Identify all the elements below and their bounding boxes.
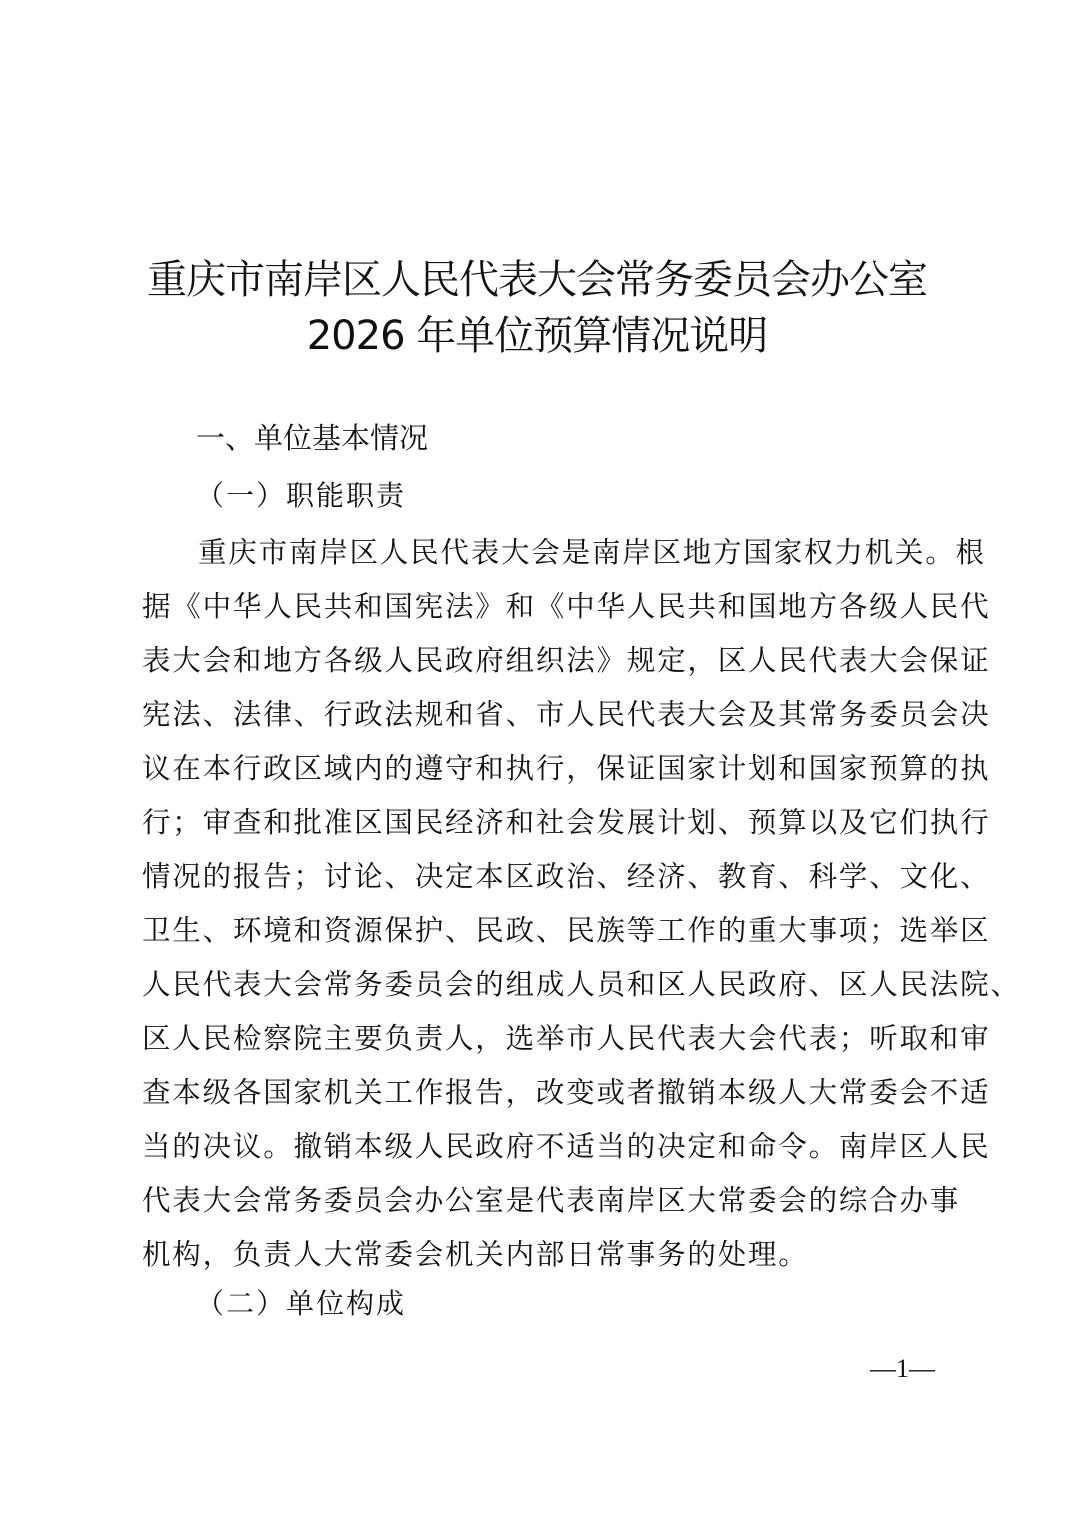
paragraph-line: 表大会和地方各级人民政府组织法》规定，区人民代表大会保证: [142, 644, 991, 677]
paragraph-line: 情况的报告；讨论、决定本区政治、经济、教育、科学、文化、: [142, 860, 991, 893]
paragraph-line: 行；审查和批准区国民经济和社会发展计划、预算以及它们执行: [142, 806, 991, 839]
paragraph-line: 区人民检察院主要负责人，选举市人民代表大会代表；听取和审: [142, 1022, 991, 1055]
paragraph-line: 人民代表大会常务委员会的组成人员和区人民政府、区人民法院、: [142, 968, 1021, 1001]
document-title-line-1: 重庆市南岸区人民代表大会常务委员会办公室: [147, 257, 927, 303]
paragraph-line: 查本级各国家机关工作报告，改变或者撤销本级人大常委会不适: [142, 1076, 991, 1109]
paragraph-line: 据《中华人民共和国宪法》和《中华人民共和国地方各级人民代: [142, 590, 991, 623]
paragraph-line: 议在本行政区域内的遵守和执行，保证国家计划和国家预算的执: [142, 752, 991, 785]
paragraph-line: 宪法、法律、行政法规和省、市人民代表大会及其常务委员会决: [142, 698, 991, 731]
subsection-heading-composition: （二）单位构成: [196, 1287, 407, 1320]
paragraph-line: 卫生、环境和资源保护、民政、民族等工作的重大事项；选举区: [142, 914, 991, 947]
paragraph-line: 当的决议。撤销本级人民政府不适当的决定和命令。南岸区人民: [142, 1130, 991, 1163]
paragraph-line: 重庆市南岸区人民代表大会是南岸区地方国家权力机关。根: [198, 536, 986, 569]
paragraph-line: 代表大会常务委员会办公室是代表南岸区大常委会的综合办事: [142, 1184, 961, 1217]
section-heading-basic-info: 一、单位基本情况: [196, 421, 429, 455]
paragraph-line: 机构，负责人大常委会机关内部日常事务的处理。: [142, 1238, 809, 1271]
page-number: —1—: [870, 1354, 935, 1383]
subsection-heading-functions: （一）职能职责: [196, 479, 407, 512]
document-title-line-2: 2026 年单位预算情况说明: [306, 313, 768, 359]
